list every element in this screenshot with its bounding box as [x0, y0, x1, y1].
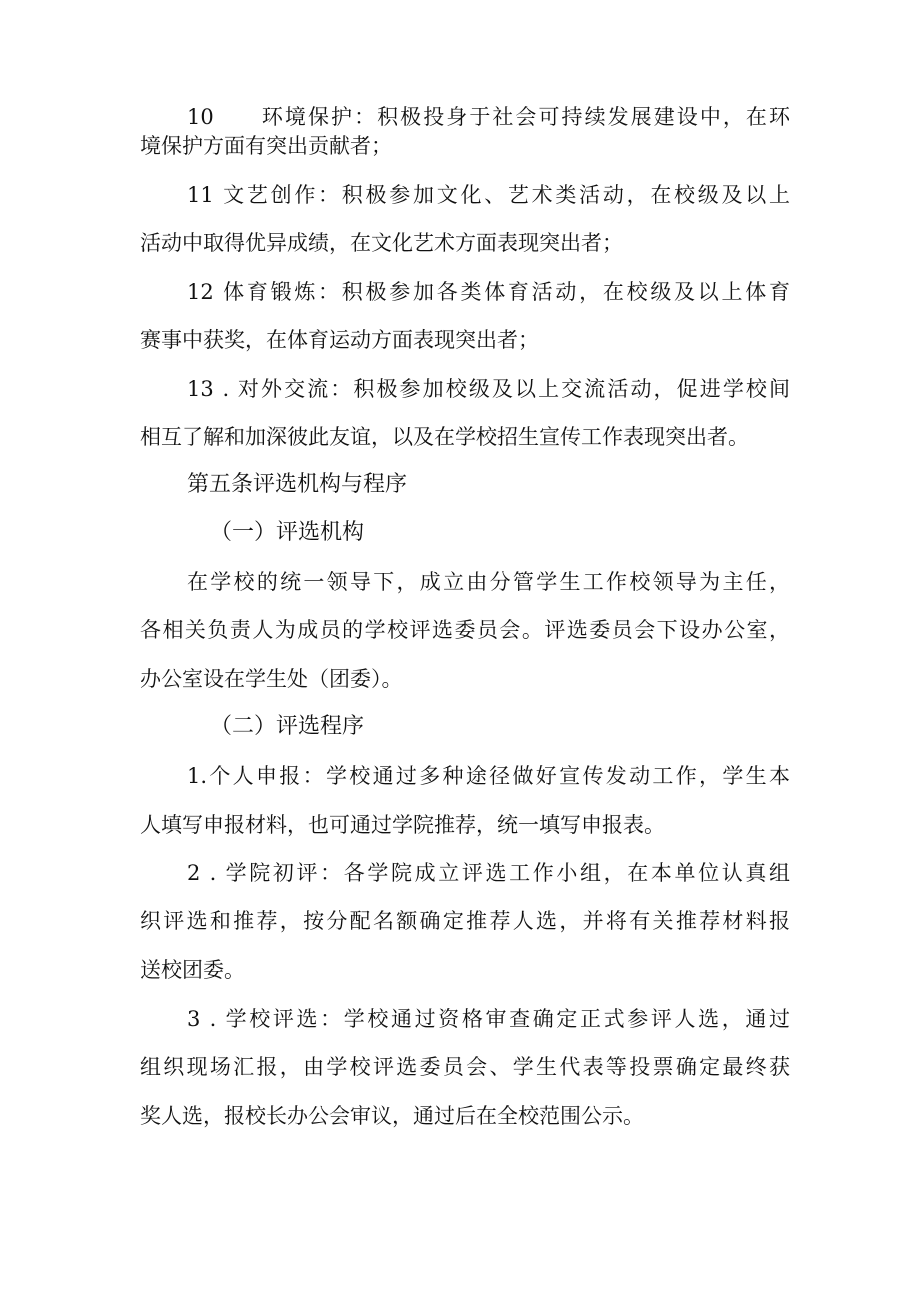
step-2-line-2: 织评选和推荐，按分配名额确定推荐人选，并将有关推荐材料报	[140, 909, 790, 933]
item-13-line-2: 相互了解和加深彼此友谊，以及在学校招生宣传工作表现突出者。	[140, 425, 749, 449]
step-2-line-1: 2 . 学院初评：各学院成立评选工作小组，在本单位认真组	[187, 861, 790, 885]
step-1-line-2: 人填写申报材料，也可通过学院推荐，统一填写申报表。	[140, 813, 665, 837]
step-1-line-1: 1.个人申报：学校通过多种途径做好宣传发动工作，学生本	[187, 764, 790, 788]
item-12-line-2: 赛事中获奖，在体育运动方面表现突出者；	[140, 328, 539, 352]
article-heading: 第五条评选机构与程序	[187, 472, 408, 497]
step-3-line-2: 组织现场汇报，由学校评选委员会、学生代表等投票确定最终获	[140, 1055, 790, 1079]
section-1-line-1: 在学校的统一领导下，成立由分管学生工作校领导为主任，	[187, 570, 790, 594]
item-10-line-2: 境保护方面有突出贡献者；	[140, 134, 392, 158]
step-2-line-3: 送校团委。	[140, 958, 245, 982]
section-1-line-3: 办公室设在学生处（团委）。	[140, 667, 403, 691]
item-13-line-1: 13 . 对外交流：积极参加校级及以上交流活动，促进学校间	[187, 377, 790, 401]
item-10-line-1: 10 环境保护：积极投身于社会可持续发展建设中，在环	[187, 105, 790, 129]
section-1-heading: （一）评选机构	[210, 520, 365, 545]
item-11-line-1: 11 文艺创作：积极参加文化、艺术类活动，在校级及以上	[187, 183, 790, 207]
item-11-line-2: 活动中取得优异成绩，在文化艺术方面表现突出者；	[140, 231, 623, 255]
item-12-line-1: 12 体育锻炼：积极参加各类体育活动，在校级及以上体育	[187, 280, 790, 304]
section-2-heading: （二）评选程序	[210, 714, 365, 739]
step-3-line-1: 3 . 学校评选：学校通过资格审查确定正式参评人选，通过	[187, 1007, 790, 1031]
step-3-line-3: 奖人选，报校长办公会审议，通过后在全校范围公示。	[140, 1104, 644, 1128]
section-1-line-2: 各相关负责人为成员的学校评选委员会。评选委员会下设办公室，	[140, 618, 790, 642]
